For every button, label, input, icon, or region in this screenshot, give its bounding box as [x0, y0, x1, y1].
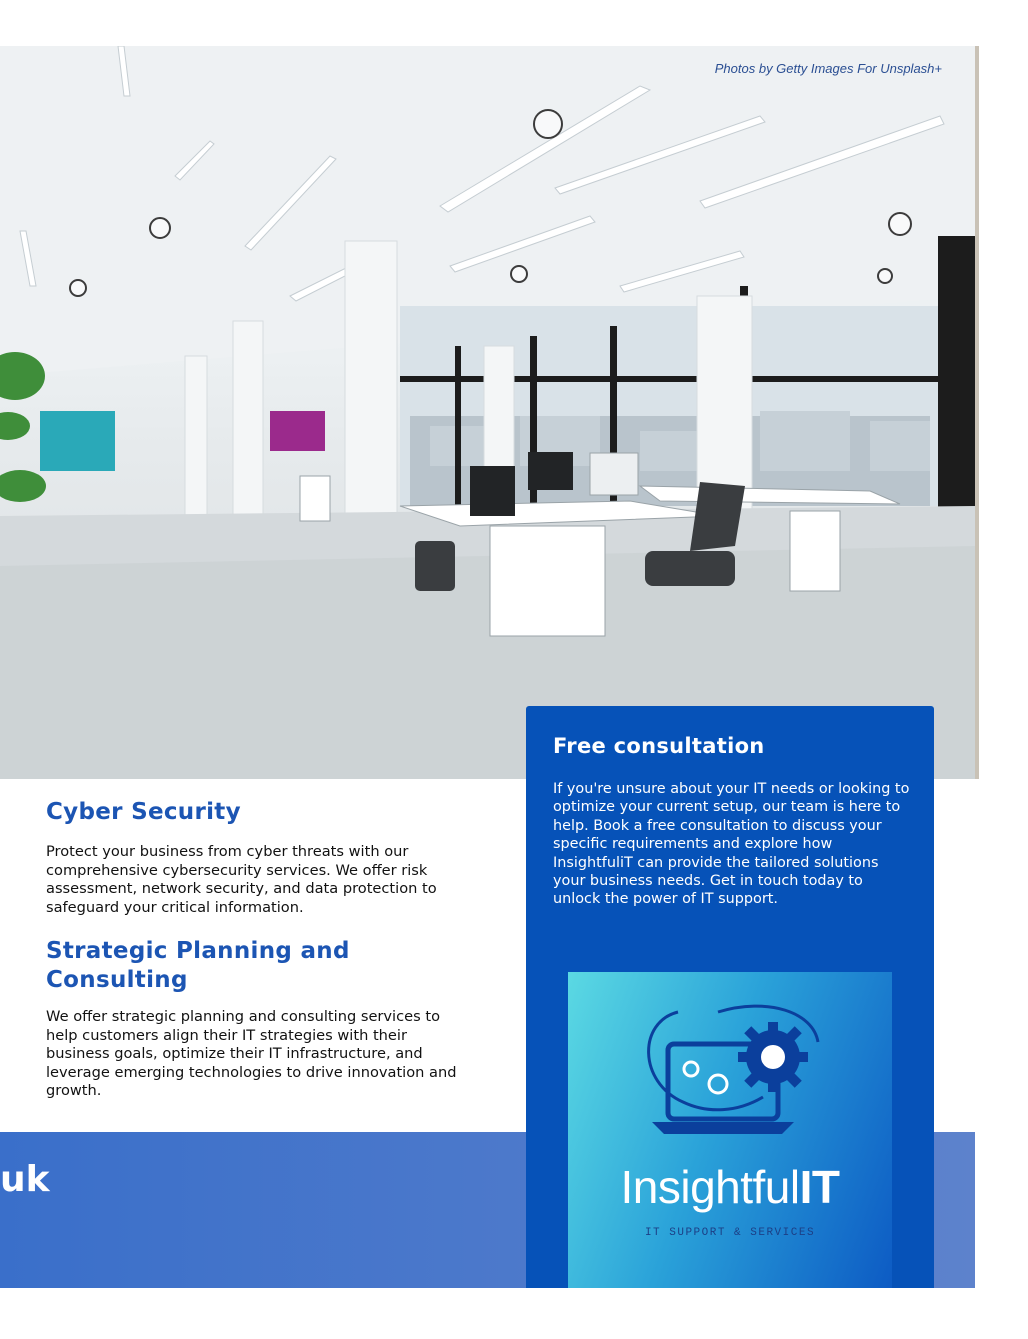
service-title: Strategic Planning and Consulting [46, 938, 350, 993]
logo-tagline: IT SUPPORT & SERVICES [644, 1227, 816, 1239]
photo-credit: Photos by Getty Images For Unsplash+ [714, 61, 942, 76]
office-illustration [0, 46, 975, 779]
laptop-gears-icon [568, 972, 892, 1288]
banner-text: uk [0, 1159, 50, 1200]
service-description: We offer strategic planning and consulting services to help customers align their IT strategies with their business goals, optimize their IT infrastructure, and leverage emerging technologies to drive innovation and growth. [46, 1008, 457, 1099]
consultation-description: If you're unsure about your IT needs or looking to optimize your current setup, our team is here to help. Book a free consultation to discuss your specific requirements and explore how InsightfuliT can provide the tailored solutions your business needs. Get in touch today to unlock the power of IT support. [553, 781, 910, 908]
service-cyber-security [46, 798, 466, 827]
consultation-title: Free consultation [553, 734, 765, 758]
service-description: Protect your business from cyber threats with our comprehensive cybersecurity services. We offer risk assessment, network security, and data protection to safeguard your critical information. [46, 843, 437, 916]
page-edge [975, 46, 979, 779]
insightfulit-logo [568, 972, 892, 1288]
logo-wordmark [568, 1160, 892, 1214]
logo-word-bold: IT [799, 1161, 840, 1213]
service-title: Cyber Security [46, 799, 241, 825]
logo-word-light: Insightful [620, 1161, 800, 1213]
free-consultation-panel [526, 706, 934, 1288]
office-hero-photo [0, 46, 975, 779]
service-strategic-planning [46, 937, 376, 995]
service-strategic-planning-body [46, 1008, 466, 1101]
service-cyber-security-body [46, 843, 466, 917]
